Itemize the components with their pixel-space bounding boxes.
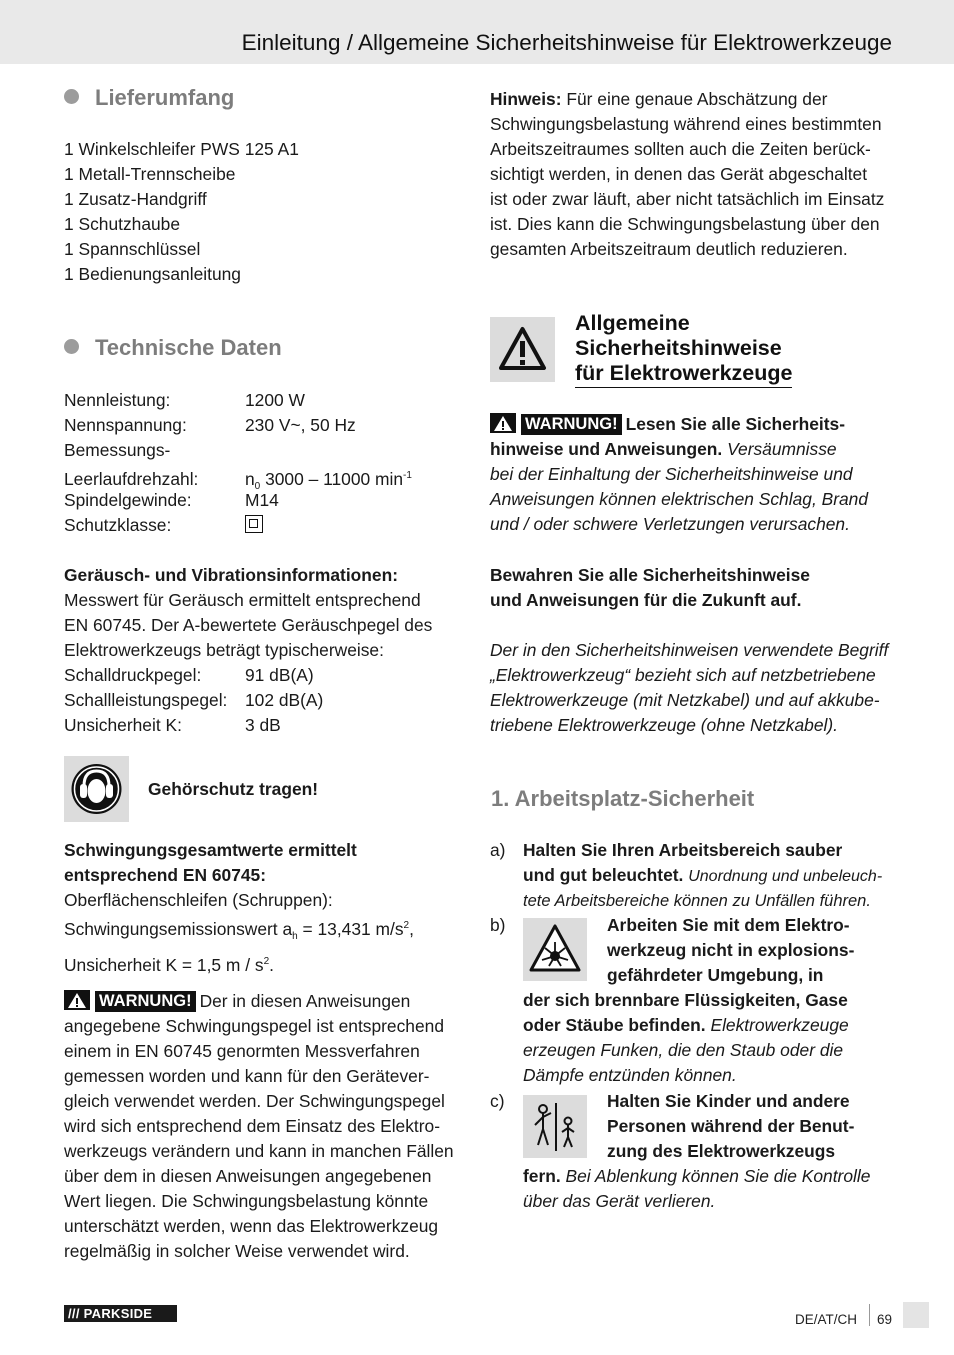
text-line: ist. Dies kann die Schwingungsbelastung über den xyxy=(490,214,880,234)
warning-line: WARNUNG! Der in diesen Anweisungen xyxy=(64,989,454,1014)
lieferumfang-list xyxy=(64,137,299,287)
geraeusch-section xyxy=(64,563,432,738)
spec-row xyxy=(64,388,412,413)
text-line: und gut beleuchtet. Unordnung und unbeleuch- xyxy=(523,865,883,885)
spec-row xyxy=(64,688,432,713)
spec-value: $n_0$ 3000 – 11000 $\min^{-1}$ xyxy=(245,469,412,492)
text-line: Messwert für Geräusch ermittelt entsprechend xyxy=(64,590,421,610)
spec-value: 230 V~, 50 Hz xyxy=(245,415,356,435)
spec-value: 3 dB xyxy=(245,715,281,735)
text-line: Arbeitszeitraumes sollten auch die Zeiten berück- xyxy=(490,139,871,159)
keep-children-away-icon xyxy=(523,1095,587,1158)
spec-value: 91 dB(A) xyxy=(245,665,314,685)
text-line: und / oder schwere Verletzungen verursachen. xyxy=(490,514,850,534)
text-line: „Elektrowerkzeug“ bezieht sich auf netzbetriebene xyxy=(490,665,876,685)
text-line: der sich brennbare Flüssigkeiten, Gase xyxy=(523,990,848,1010)
text-line: werkzeugs verändern und kann in manchen Fällen xyxy=(64,1141,454,1161)
schwingung-heading: Schwingungsgesamtwerte ermittelt xyxy=(64,840,357,860)
text-line: oder Stäube befinden. Elektrowerkzeuge xyxy=(523,1015,849,1035)
text-line: unterschätzt werden, wenn das Elektrowerkzeug xyxy=(64,1216,439,1236)
text-line: Halten Sie Ihren Arbeitsbereich sauber xyxy=(523,840,843,860)
spec-key: Schalldruckpegel: xyxy=(64,665,202,685)
item-c-head xyxy=(607,1089,854,1164)
text-line: gleich verwendet werden. Der Schwingungspegel xyxy=(64,1091,445,1111)
gehoerschutz-label: Gehörschutz tragen! xyxy=(148,779,319,799)
allgemeine-heading: Allgemeine Sicherheitshinweise für Elektrowerkzeuge xyxy=(575,311,792,388)
spec-value: 1200 W xyxy=(245,390,305,410)
spec-row xyxy=(64,513,412,538)
text-line: hinweise und Anweisungen. Versäumnisse xyxy=(490,439,837,459)
spec-key: Nennleistung: xyxy=(64,390,171,410)
spec-key: Schutzklasse: xyxy=(64,515,172,535)
spec-key: Schallleistungspegel: xyxy=(64,690,228,710)
warning-triangle-icon xyxy=(64,990,90,1010)
text-line: Schwingungsbelastung während eines bestimmten xyxy=(490,114,882,134)
schwingung-section xyxy=(64,838,414,978)
text-line: Schwingungsemissionswert $a_h = 13,431$ $m/s^2$, xyxy=(64,919,414,942)
text-line: gefährdeter Umgebung, in xyxy=(607,965,824,985)
text-line: Personen während der Benut- xyxy=(607,1116,855,1136)
spec-row xyxy=(64,663,432,688)
geraeusch-heading: Geräusch- und Vibrationsinformationen: xyxy=(64,565,398,585)
text-line: Der in den Sicherheitshinweisen verwendete Begriff xyxy=(490,640,889,660)
bullet-dot-icon xyxy=(64,89,79,104)
locale-label: DE/AT/CH xyxy=(795,1312,858,1327)
warning-badge: WARNUNG! xyxy=(95,991,196,1012)
text-line: Unsicherheit K = 1,5 m / $s^2$. xyxy=(64,955,274,975)
warning-badge: WARNUNG! xyxy=(521,414,622,435)
warning-triangle-icon xyxy=(490,413,516,433)
text-line: über dem in diesen Anweisungen angegebenen xyxy=(64,1166,432,1186)
item-letter-a: a) xyxy=(490,840,506,860)
spec-row xyxy=(64,488,412,513)
text-line: ist oder zwar läuft, aber nicht tatsächlich im Einsatz xyxy=(490,189,885,209)
warnung-right xyxy=(490,412,868,537)
text-line: tete Arbeitsbereiche können zu Unfällen führen. xyxy=(523,892,871,910)
bewahren-paragraph xyxy=(490,563,810,613)
text-line: gemessen worden und kann für den Gerätever- xyxy=(64,1066,430,1086)
text-line: werkzeug nicht in explosions- xyxy=(607,940,855,960)
text-line: Dämpfe entzünden können. xyxy=(523,1065,737,1085)
item-letter-b: b) xyxy=(490,915,506,935)
item-letter-c: c) xyxy=(490,1091,505,1111)
text-line: gesamten Arbeitszeitraum deutlich reduzieren. xyxy=(490,239,848,259)
text-line: bei der Einhaltung der Sicherheitshinweise und xyxy=(490,464,853,484)
text-line: angegebene Schwingungspegel ist entsprechend xyxy=(64,1016,444,1036)
hinweis-label: Hinweis: xyxy=(490,89,562,109)
text-line: Elektrowerkzeugs beträgt typischerweise: xyxy=(64,640,384,660)
text-line: Wert liegen. Die Schwingungsbelastung könnte xyxy=(64,1191,429,1211)
spec-row xyxy=(64,438,412,463)
page-number: 69 xyxy=(877,1312,893,1327)
protection-class-ii-icon xyxy=(245,515,263,533)
item-c-body xyxy=(523,1164,870,1214)
spec-key: Spindelgewinde: xyxy=(64,490,192,510)
text-line: über das Gerät verlieren. xyxy=(523,1191,716,1211)
text-line: sichtigt werden, in denen das Gerät abgeschaltet xyxy=(490,164,868,184)
spec-key: Leerlaufdrehzahl: xyxy=(64,469,199,489)
page-tab-marker xyxy=(903,1302,929,1328)
text-line: Hinweis: Für eine genaue Abschätzung der xyxy=(490,89,828,109)
list-item: 1 Spannschlüssel xyxy=(64,239,201,259)
text-line: Arbeiten Sie mit dem Elektro- xyxy=(607,915,850,935)
hinweis-paragraph xyxy=(490,87,884,262)
text-line: einem in EN 60745 genormten Messverfahren xyxy=(64,1041,420,1061)
spec-value: M14 xyxy=(245,490,279,510)
technische-daten-heading: Technische Daten xyxy=(64,334,282,362)
lieferumfang-heading: Lieferumfang xyxy=(64,84,234,112)
text-line: Halten Sie Kinder und andere xyxy=(607,1091,850,1111)
text-line: Anweisungen können elektrischen Schlag, Brand xyxy=(490,489,869,509)
text-line: regelmäßig in solcher Weise verwendet wird. xyxy=(64,1241,410,1261)
list-item: 1 Winkelschleifer PWS 125 A1 xyxy=(64,139,299,159)
footer-divider xyxy=(869,1304,870,1326)
spec-row xyxy=(64,463,412,492)
text-line: Elektrowerkzeuge (mit Netzkabel) und auf akkube- xyxy=(490,690,880,710)
begriff-paragraph xyxy=(490,638,888,738)
explosion-hazard-icon xyxy=(523,918,587,981)
item-b-body xyxy=(523,988,849,1088)
list-item: 1 Schutzhaube xyxy=(64,214,181,234)
spec-row xyxy=(64,713,432,738)
page-title: Einleitung / Allgemeine Sicherheitshinweise für Elektrowerkzeuge xyxy=(241,30,892,55)
spec-key: Bemessungs- xyxy=(64,440,171,460)
warnung-left xyxy=(64,989,454,1264)
warning-line: WARNUNG! Lesen Sie alle Sicherheits- xyxy=(490,412,868,437)
bullet-dot-icon xyxy=(64,339,79,354)
text-line: fern. Bei Ablenkung können Sie die Kontrolle xyxy=(523,1166,871,1186)
spec-key: Unsicherheit K: xyxy=(64,715,182,735)
text-line: triebene Elektrowerkzeuge (ohne Netzkabel). xyxy=(490,715,838,735)
list-item: 1 Metall-Trennscheibe xyxy=(64,164,236,184)
text-line: erzeugen Funken, die den Staub oder die xyxy=(523,1040,844,1060)
warning-triangle-icon xyxy=(490,317,555,382)
spec-row xyxy=(64,413,412,438)
text-line: EN 60745. Der A-bewertete Geräuschpegel des xyxy=(64,615,433,635)
spec-value: 102 dB(A) xyxy=(245,690,324,710)
text-line: zung des Elektrowerkzeugs xyxy=(607,1141,836,1161)
arbeitsplatz-heading: 1. Arbeitsplatz-Sicherheit xyxy=(491,786,755,811)
ear-protection-icon xyxy=(64,756,129,822)
text-line: wird sich entsprechend dem Einsatz des Elektro- xyxy=(64,1116,441,1136)
text-line: Bewahren Sie alle Sicherheitshinweise xyxy=(490,565,810,585)
list-item: 1 Zusatz-Handgriff xyxy=(64,189,207,209)
header-bar xyxy=(0,0,954,64)
spec-table xyxy=(64,388,412,538)
list-item: 1 Bedienungsanleitung xyxy=(64,264,241,284)
text-line: und Anweisungen für die Zukunft auf. xyxy=(490,590,802,610)
parkside-logo: /// PARKSIDE xyxy=(64,1305,177,1322)
schwingung-heading: entsprechend EN 60745: xyxy=(64,865,267,885)
spec-key: Nennspannung: xyxy=(64,415,187,435)
item-a xyxy=(523,838,882,914)
text-line: Oberflächenschleifen (Schruppen): xyxy=(64,890,333,910)
item-b-head xyxy=(607,913,854,988)
